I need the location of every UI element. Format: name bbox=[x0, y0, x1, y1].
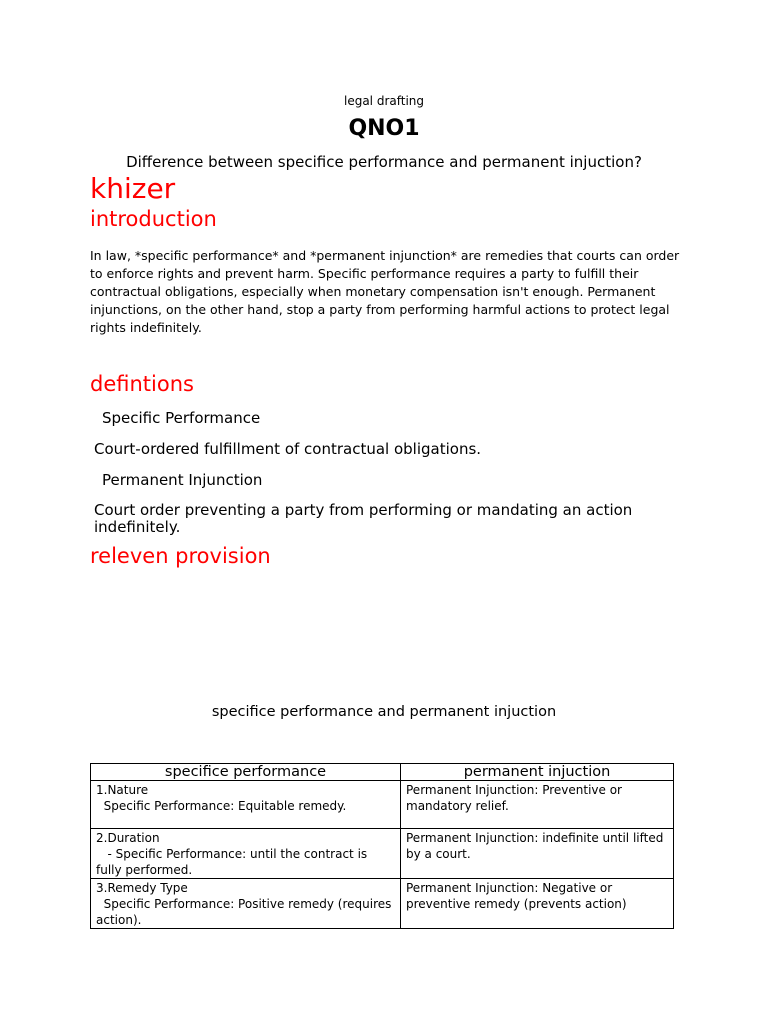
table-cell: Permanent Injunction: indefinite until lifted by a court. bbox=[401, 829, 674, 879]
table-caption: specifice performance and permanent injuction bbox=[211, 704, 557, 720]
question-number: QNO1 bbox=[348, 116, 420, 141]
author-name: khizer bbox=[90, 172, 176, 205]
definition-desc-permanent-injunction: Court order preventing a party from performing or mandating an action indefinitely. bbox=[94, 501, 633, 536]
definition-term-specific-performance: Specific Performance bbox=[102, 409, 261, 427]
definition-desc-specific-performance: Court-ordered fulfillment of contractual obligations. bbox=[94, 440, 482, 458]
cell-title: 2.Duration bbox=[96, 831, 160, 845]
comparison-table bbox=[90, 763, 674, 929]
question-text: Difference between specifice performance and permanent injuction? bbox=[126, 153, 642, 171]
definition-term-permanent-injunction: Permanent Injunction bbox=[102, 471, 263, 489]
cell-title: 1.Nature bbox=[96, 783, 149, 797]
cell-body: Specific Performance: Equitable remedy. bbox=[96, 799, 347, 813]
table-row bbox=[91, 781, 674, 829]
cell-body: Specific Performance: Positive remedy (requires action). bbox=[96, 897, 396, 927]
table-row bbox=[91, 879, 674, 929]
table-cell: Permanent Injunction: Preventive or mandatory relief. bbox=[401, 781, 674, 829]
cell-title: 3.Remedy Type bbox=[96, 881, 188, 895]
table-header-row bbox=[91, 764, 674, 781]
introduction-paragraph: In law, *specific performance* and *permanent injunction* are remedies that courts can order to enforce rights and prevent harm. Specific performance requires a party to fulfill their contractual obligations, especially when monetary compensation isn't enough. Permanent injunctions, on the other hand, stop a party from performing harmful actions to protect legal rights indefinitely. bbox=[90, 248, 680, 335]
table-cell bbox=[91, 829, 401, 879]
table-cell bbox=[91, 879, 401, 929]
provision-heading: releven provision bbox=[90, 544, 271, 568]
introduction-heading: introduction bbox=[90, 207, 217, 231]
table-cell: Permanent Injunction: Negative or preventive remedy (prevents action) bbox=[401, 879, 674, 929]
table-row bbox=[91, 829, 674, 879]
document-subject: legal drafting bbox=[343, 94, 424, 108]
definitions-heading: defintions bbox=[90, 372, 194, 396]
table-cell bbox=[91, 781, 401, 829]
cell-body: - Specific Performance: until the contract is fully performed. bbox=[96, 847, 371, 877]
table-header-cell: permanent injuction bbox=[401, 764, 674, 781]
table-header-cell: specifice performance bbox=[91, 764, 401, 781]
